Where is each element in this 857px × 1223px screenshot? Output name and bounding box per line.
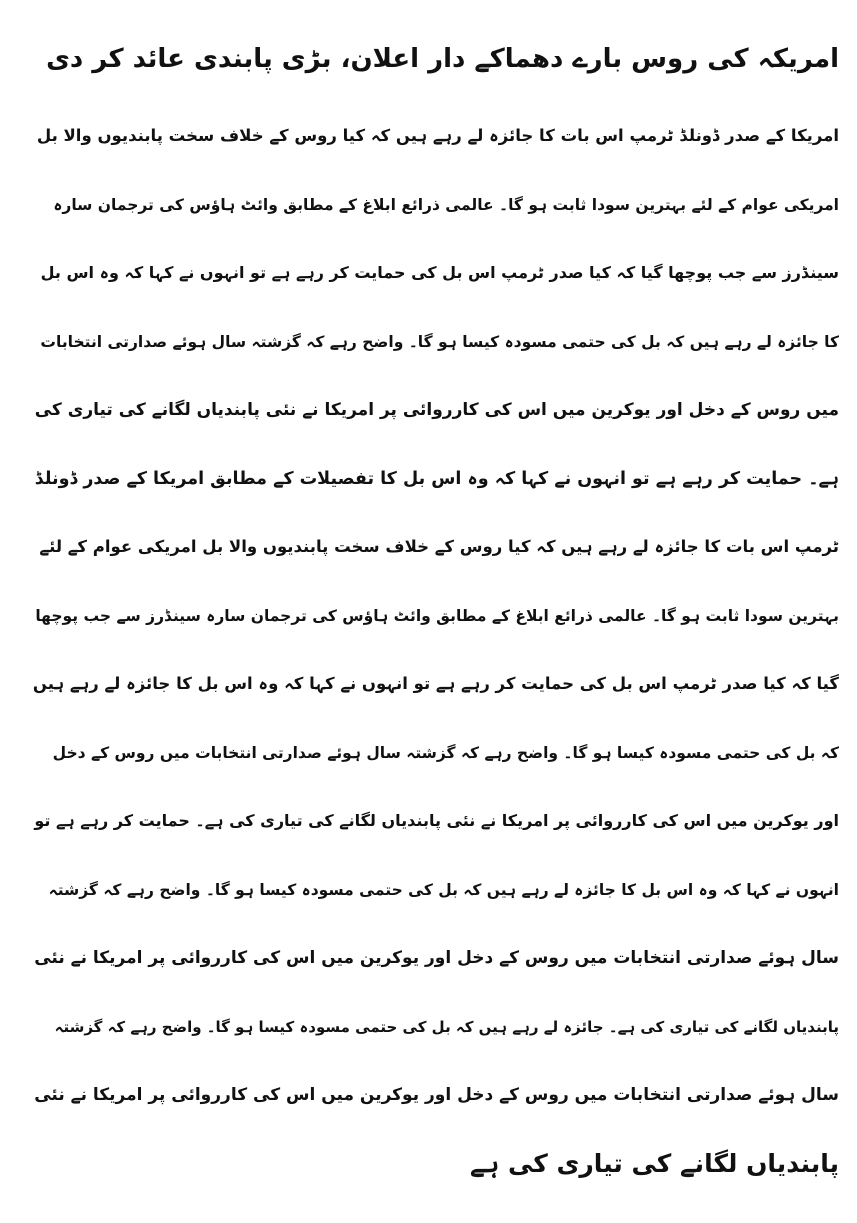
article-line: کہ بل کی حتمی مسودہ کیسا ہو گا۔ واضح رہے کہ گزشتہ سال ہوئے صدارتی انتخابات میں روس کے دخل [52,743,839,762]
article-headline: امریکہ کی روس بارے دھماکے دار اعلان، بڑی پابندی عائد کر دی [46,44,839,74]
article-line: پابندیاں لگانے کی تیاری کی ہے۔ جائزہ لے رہے ہیں کہ بل کی حتمی مسودہ کیسا ہو گا۔ واضح رہے کہ گزشتہ [54,1017,839,1036]
article-line: گیا کہ کیا صدر ٹرمپ اس بل کی حمایت کر رہے ہے تو انہوں نے کہا کہ وہ اس بل کا جائزہ لے رہے ہیں [32,674,839,693]
article-line: کا جائزہ لے رہے ہیں کہ بل کی حتمی مسودہ کیسا ہو گا۔ واضح رہے کہ گزشتہ سال ہوئے صدارتی انتخابات [40,332,839,351]
article-line: سال ہوئے صدارتی انتخابات میں روس کے دخل اور یوکرین میں اس کی کارروائی پر امریکا نے نئی [34,948,839,968]
article-line: میں روس کے دخل اور یوکرین میں اس کی کارروائی پر امریکا نے نئی پابندیاں لگانے کی تیاری کی [34,400,839,420]
article-line: امریکی عوام کے لئے بہترین سودا ثابت ہو گا۔ عالمی ذرائع ابلاغ کے مطابق وائٹ ہاؤس کی ترجمان سارہ [53,195,839,214]
article-line: انہوں نے کہا کہ وہ اس بل کا جائزہ لے رہے ہیں کہ بل کی حتمی مسودہ کیسا ہو گا۔ واضح رہے کہ گزشتہ [48,880,839,899]
article-line: امریکا کے صدر ڈونلڈ ٹرمپ اس بات کا جائزہ لے رہے ہیں کہ کیا روس کے خلاف سخت پابندیوں والا بل [36,126,839,145]
article-body [32,102,839,1198]
article-line: ٹرمپ اس بات کا جائزہ لے رہے ہیں کہ کیا روس کے خلاف سخت پابندیوں والا بل امریکی عوام کے لئے [39,537,839,556]
article-line: سینڈرز سے جب پوچھا گیا کہ کیا صدر ٹرمپ اس بل کی حمایت کر رہے ہے تو انہوں نے کہا کہ وہ اس بل [40,263,839,282]
article-line: اور یوکرین میں اس کی کارروائی پر امریکا نے نئی پابندیاں لگانے کی تیاری کی ہے۔ حمایت کر رہے ہے تو [34,811,839,830]
article-line: ہے۔ حمایت کر رہے ہے تو انہوں نے کہا کہ وہ اس بل کا تفصیلات کے مطابق امریکا کے صدر ڈونلڈ [34,468,839,489]
article-line: بہترین سودا ثابت ہو گا۔ عالمی ذرائع ابلاغ کے مطابق وائٹ ہاؤس کی ترجمان سارہ سینڈرز سے جب پوچھا [35,606,839,625]
article-line: سال ہوئے صدارتی انتخابات میں روس کے دخل اور یوکرین میں اس کی کارروائی پر امریکا نے نئی [34,1085,839,1105]
article-line: پابندیاں لگانے کی تیاری کی ہے [469,1148,839,1178]
